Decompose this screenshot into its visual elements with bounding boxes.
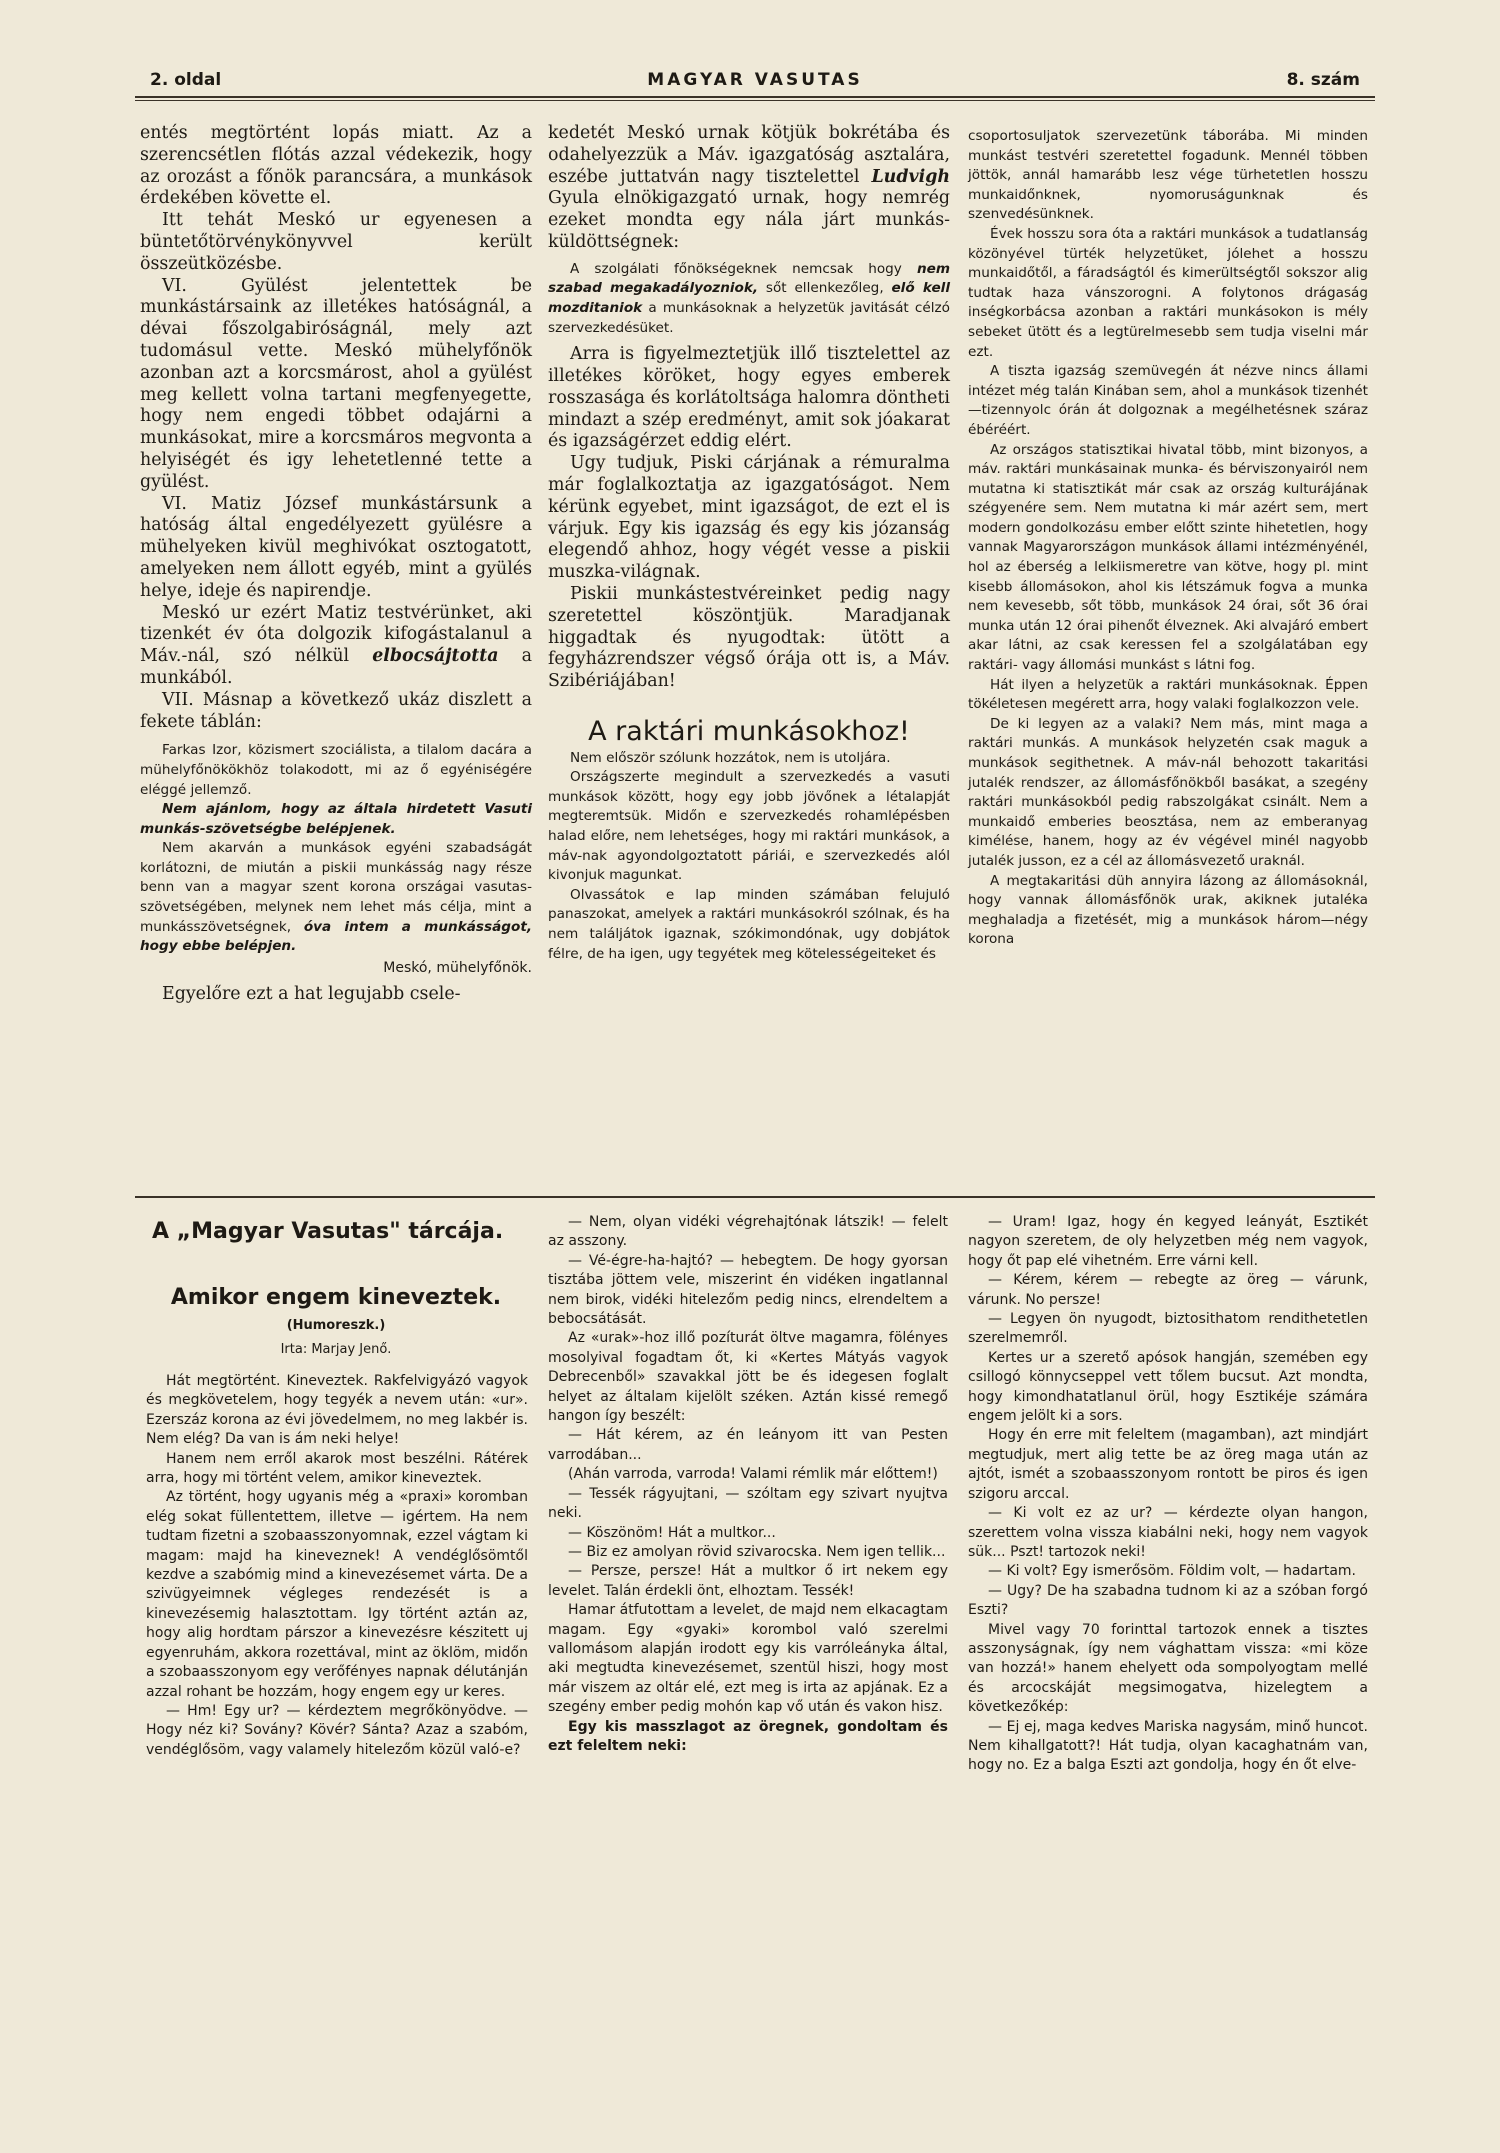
paragraph: Ugy tudjuk, Piski cárjának a rémuralma már foglalkoztatja az igazgatóságot. Nem kérünk egyebet, mint igazságot, de ezt el is várjuk. Egy kis igazság és egy kis józanság elegendő ahhoz, hogy végét vesse a piskii muszka-világnak. [548,453,950,583]
paragraph: entés megtörtént lopás miatt. Az a szerencsétlen flótás azzal védekezik, hogy az orozást a főnök parancsára, a munkások érdekében követte el. [140,123,532,209]
paragraph: Olvassátok e lap minden számában felujuló panaszokat, amelyek a raktári munkásokról szólnak, és ha nem találjátok igaznak, szókimondónak, ugy dobjátok félre, de ha igen, ugy tegyétek meg kötelességeiteket és [548,886,950,962]
feuilleton-separator [135,1196,1375,1198]
paragraph: Az történt, hogy ugyanis még a «praxi» koromban elég sokat füllentettem, illetve — igértem. Ha nem tudtam fizetni a szobaasszonyomnak, ezzel vágtam ki magam: majd ha kineveznek! A vendéglősömtől kezdve a szabómig mind a kinevezésemet várta. De a szivügyeimnek végleges rendezését is a kinevezésemig halasztottam. Igy történt aztán az, hogy alig hordtam párszor a kinevezésre készitett uj egyenruhám, akkora rozettával, mint az öklöm, midőn a szobaasszonyom egy verőfényes napnak délutánján azzal rohant be hozzám, hogy engem egy ur keres. [146,1489,528,1700]
feuilleton-column-2 [548,1213,948,1756]
paragraph: Meskó ur ezért Matiz testvérünket, aki tizenkét év óta dolgozik kifogástalanul a Máv.-nál, szó nélkül elbocsájtotta a munkából. [140,602,532,688]
feuilleton-title: A „Magyar Vasutas" tárcája. [152,1219,504,1244]
paragraph: Mivel vagy 70 forinttal tartozok ennek a tisztes asszonyságnak, így nem vághattam vissza: «mi köze van hozzá!» hanem ehelyett oda sompolyogtam mellé és arcocskáját megsimogatva, hizelegtem a következőkép: [968,1621,1368,1716]
masthead-title: MAGYAR VASUTAS [647,70,863,90]
paragraph: Évek hosszu sora óta a raktári munkások a tudatlanság közönyével türték helyzetüket, jólehet a hosszu munkaidőtől, a fáradságtól és kimerültségtől sokszor alig tudtak haza vánszorogni. A folytonos drágaság inségkorbácsa azonban a raktári munkásokon is mély sebeket ütött és a legtürelmesebb sem tudja viselni már ezt. [968,225,1368,360]
paragraph: De ki legyen az a valaki? Nem más, mint maga a raktári munkás. A munkások helyzetén csak maguk a munkások segithetnek. A máv-nál behozott takaritási jutalék rendszer, az állomásfőnökből basákat, a szegény raktári munkásokból pedig rabszolgákat csinált. Nem a munkaidő emberies beosztása, nem az emberanyag kimélése, hanem, hogy az év végével minél nagyobb jutalék jusson, ez a cél az állomásvezető uraknál. [968,715,1368,869]
paragraph: — Köszönöm! Hát a multkor... [568,1524,776,1541]
paragraph: Hamar átfutottam a levelet, de majd nem elkacagtam magam. Egy «gyaki» korombol való szerelmi vallomásom alapján irodott egy kis varróleányka által, aki megtudta kinevezésemet, szentül hiszi, hogy most már viszem az oltár elé, ezt meg is irta az apjának. Ez a szegény ember pedig mohón kap vő után és vakon hisz. [548,1602,948,1716]
paragraph: — Ugy? De ha szabadna tudnom ki az a szóban forgó Eszti? [968,1582,1368,1619]
story-subtitle: (Humoreszk.) [286,1318,386,1333]
paragraph: Országszerte megindult a szervezkedés a vasuti munkások között, hogy egy jobb jövőnek a létalapját megteremtsük. Midőn e szervezkedés rohamlépésben halad előre, nem lehetséges, hogy mi raktári munkások, a máv-nak agyondolgoztatott páriái, e szervezkedés alól kivonjuk magunkat. [548,769,950,884]
notice-text: Farkas Izor, közismert szociálista, a tilalom dacára a mühelyfőnökökhöz tolakodott, mi az ő egyéniségére eléggé jellemző. [140,742,532,798]
paragraph: Hogy én erre mit feleltem (magamban), azt mindjárt megtudjuk, mert alig tette be az öreg maga után az ajtót, ismét a szobaasszonyom rontott be piros és igen szigoru arccal. [968,1427,1368,1502]
article-column-1 [140,123,532,1006]
header-rule [135,96,1375,98]
notice-text: Nem akarván a munkások egyéni szabadságát korlátozni, de miután a piskii munkásság nagy része benn van a magyar szent korona országai vasutas-szövetségében, melynek nem lehet más célja, mint a munkásszövetségnek, óva intem a munkásságot, hogy ebbe belépjen. [140,840,532,955]
paragraph: — Legyen ön nyugodt, biztosithatom rendithetetlen szerelmemről. [968,1311,1368,1347]
story-title: Amikor engem kineveztek. [170,1285,502,1310]
paragraph: A megtakaritási düh annyira lázong az állomásoknál, hogy vannak állomásfőnök urak, akiknek jutaléka meghaladja a fizetését, mig a munkások három—négy korona [968,872,1368,948]
paragraph: VI. Matiz József munkástársunk a hatóság által engedélyezett gyülésre a mühelyeken kivül meghivókat osztogatott, amelyeken nem állott egyéb, mint a gyülés helye, ideje és napirendje. [140,493,532,601]
paragraph: — Kérem, kérem — rebegte az öreg — várunk, várunk. No persze! [968,1272,1368,1308]
notice-board-quote [140,741,532,978]
paragraph: Az «urak»-hoz illő pozíturát öltve magamra, fölényes mosolyival fogadtam őt, ki «Kertes Mátyás vagyok Debrecenből» szavakkal jött be és idegesen foglalt helyet az általam kijelölt széken. Aztán kissé remegő hangon így beszélt: [548,1330,948,1425]
paragraph: — Ki volt ez az ur? — kérdezte olyan hangon, szerettem volna vissza kiabálni neki, hogy nem vagyok sük... Pszt! tartozok neki! [968,1505,1368,1560]
paragraph: — Biz ez amolyan rövid szivarocska. Nem igen tellik... [568,1543,946,1560]
paragraph: Nem először szólunk hozzátok, nem is utoljára. [570,749,891,766]
paragraph: Egy kis masszlagot az öregnek, gondoltam és ezt feleltem neki: [548,1718,948,1754]
article-column-2 [548,123,950,964]
header-rule-thin [135,100,1375,101]
paragraph: — Ej ej, maga kedves Mariska nagysám, minő huncot. Nem kihallgatott?! Hát tudja, olyan kacaghatnám van, hogy no. Ez a balga Eszti azt gondolja, hogy én őt elve- [968,1718,1368,1774]
paragraph: Arra is figyelmeztetjük illő tisztelettel az illetékes köröket, hogy egyes emberek rosszasága és korlátoltsága halomra döntheti mindazt a szép eredményt, amit sok jóakarat és igazságérzet eddig elért. [548,344,950,452]
paragraph: VI. Gyülést jelentettek be munkástársaink az illetékes hatóságnál, a dévai főszolgabiróságnál, mely azt tudomásul vette. Meskó mühelyfőnök azonban azt a korcsmárost, ahol a gyülést meg kellett volna tartani megfenyegette, hogy nem engedi többet odajárni a munkásokat, mire a korcsmáros megvonta a helyiségét és igy lehetetlenné tette a gyülést. [140,275,532,492]
story-author: Irta: Marjay Jenő. [280,1342,392,1357]
paragraph: csoportosuljatok szervezetünk táborába. Mi minden munkást testvéri szeretettel fogadunk. Mennél többen jöttök, annál hamarább lesz vége türhetetlen hosszu munkaidőnknek, nyomoruságunknak és szenvedésünknek. [968,128,1368,223]
paragraph: — Tessék rágyujtani, — szóltam egy szivart nyujtva neki. [548,1485,948,1522]
paragraph: — Hát kérem, az én leányom itt van Pesten varrodában... [548,1427,948,1463]
paragraph: Itt tehát Meskó ur egyenesen a büntetőtörvénykönyvvel került összeütközésbe. [140,210,532,274]
issue-number: 8. szám [1286,70,1360,90]
paragraph: Kertes ur a szerető apósok hangján, szemében egy csillogó könnycseppel vett tőlem bucsut. Azt mondta, hogy kimondhatatlanul örül, hogy Esztikéje számára engem jelölt ki a sors. [968,1349,1368,1425]
paragraph: Hanem nem erről akarok most beszélni. Rátérek arra, hogy mi történt velem, amikor kineveztek. [146,1450,528,1487]
paragraph: VII. Másnap a következő ukáz diszlett a fekete táblán: [140,689,532,732]
paragraph: (Ahán varroda, varroda! Valami rémlik már előttem!) [568,1466,938,1483]
paragraph: A tiszta igazság szemüvegén át nézve nincs állami intézet még talán Kinában sem, ahol a munkások tizenhét—tizennyolc órán át dolgoznak a megélhetésnek száraz ébéréért. [968,363,1368,438]
paragraph: Hát megtörtént. Kineveztek. Rakfelvigyázó vagyok és megkövetelem, hogy tegyék a nevem után: «ur». Ezerszáz korona az évi jövedelmem, no meg lakbér is. Nem elég? Da van is ám neki helye! [146,1373,528,1448]
quote-block: A szolgálati főnökségeknek nemcsak hogy nem szabad megakadályozniok, sőt ellenkezőleg, elő kell mozditaniok a munkásoknak a helyzetük javitását célzó szervezkedésüket. [548,260,950,336]
page-header [150,66,1360,96]
paragraph: — Persze, persze! Hát a multkor ő irt nekem egy levelet. Talán érdekli önt, elhoztam. Tessék! [548,1563,948,1599]
article-column-3 [968,127,1368,950]
notice-text: Nem ajánlom, hogy az általa hirdetett Vasuti munkás-szövetségbe belépjenek. [140,801,532,837]
paragraph: Piskii munkástestvéreinket pedig nagy szeretettel köszöntjük. Maradjanak higgadtak és nyugodtak: ütött a fegyházrendszer végső órája ott is, a Máv. Szibériájában! [548,583,950,692]
paragraph: Az országos statisztikai hivatal több, mint bizonyos, a máv. raktári munkásainak munka- és bérviszonyairól nem mutatna ki statisztikát már csak az ország kulturájának szégyenére sem. Nem mutatna ki már azért sem, mert modern gondolkozásu ember előtt szinte hihetetlen, hogy vannak Magyarországon munkások állami intézményénél, hol az éberség a lelkiismeretre van kötve, hogy pl. mint kisebb állomásokon, ahol kis létszámuk fogva a munka nem kevesebb, sőt több, munkások 24 órai, sőt 36 órai munka után 12 órai pihenőt élveznek. Aki alvajáró embert akar látni, az csak keressen fel a szolgálatában egy raktári- vagy állomási munkást s látni fog. [968,441,1368,674]
paragraph: Egyelőre ezt a hat legujabb csele- [162,984,461,1005]
paragraph: — Nem, olyan vidéki végrehajtónak látszik! — felelt az asszony. [548,1214,948,1250]
paragraph: — Ki volt? Egy ismerősöm. Földim volt, — hadartam. [988,1563,1356,1580]
headline-raktari: A raktári munkásokhoz! [588,715,910,747]
paragraph: kedetét Meskó urnak kötjük bokrétába és odahelyezzük a Máv. igazgatóság asztalára, eszébe juttatván nagy tisztelettel Ludvigh Gyula elnökigazgató urnak, hogy nemrég ezeket mondta egy nála járt munkás-küldöttségnek: [548,123,950,252]
paragraph: — Hm! Egy ur? — kérdeztem megrőkönyödve. — Hogy néz ki? Sovány? Kövér? Sánta? Azaz a szabóm, vendéglősöm, vagy valamely hitelezőm közül való-e? [146,1702,528,1758]
page-number: 2. oldal [150,70,222,90]
feuilleton-column-1 [146,1372,528,1760]
paragraph: Hát ilyen a helyzetük a raktári munkásoknak. Éppen tökéletesen megérett arra, hogy valaki foglalkozzon vele. [968,676,1368,713]
notice-signature: Meskó, mühelyfőnök. [383,959,532,976]
raktari-article [548,749,950,965]
feuilleton-column-3 [968,1213,1368,1776]
paragraph: — Vé-égre-ha-hajtó? — hebegtem. De hogy gyorsan tisztába jöttem vele, miszerint én vidéken ingatlannal nem birok, vidéki hitelezőm pedig nincs, elrendeltem a bebocsátását. [548,1252,948,1328]
paragraph: — Uram! Igaz, hogy én kegyed leányát, Esztikét nagyon szeretem, de oly helyzetben még nem vagyok, hogy őt pap elé vihetném. Erre várni kell. [968,1214,1368,1269]
